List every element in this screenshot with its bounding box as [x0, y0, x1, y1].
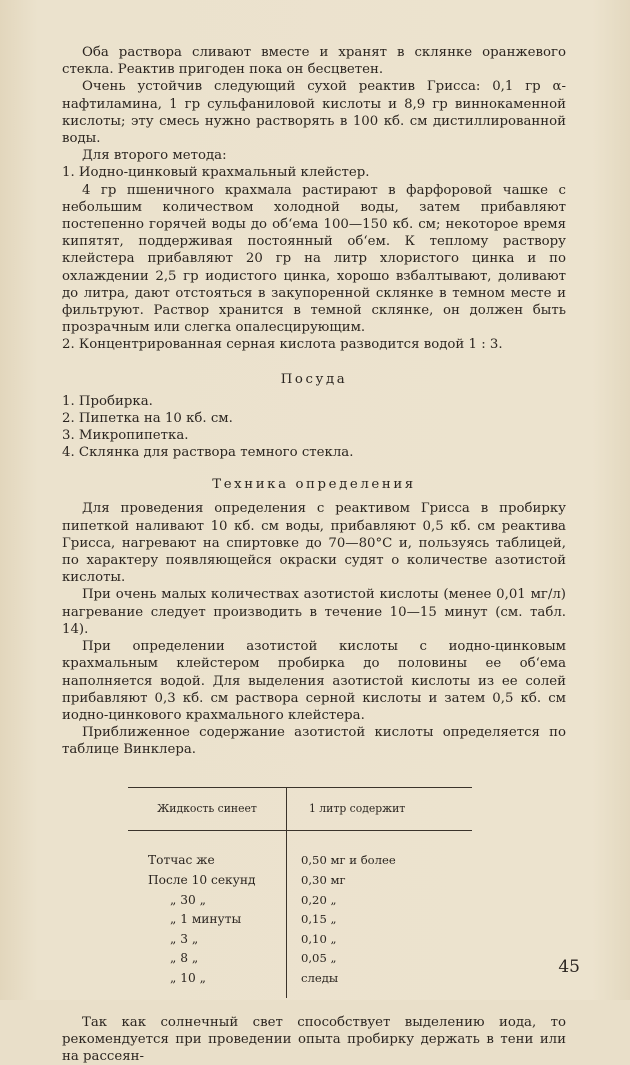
paragraph: При очень малых количествах азотистой кислоты (менее 0,01 мг/л) нагревание следует производить в течение 10—15 минут (см. табл. 14). — [62, 587, 566, 637]
paragraph: 2. Концентрированная серная кислота разводится водой 1 : 3. — [62, 337, 503, 353]
table-row — [128, 870, 472, 890]
table-cell: „ 3 „ — [128, 929, 287, 949]
table-header-row — [128, 787, 472, 830]
page-number: 45 — [558, 957, 580, 977]
list-item: 1. Пробирка. — [62, 393, 153, 409]
table-cell: 0,05 „ — [301, 951, 337, 966]
table-cell: 0,30 мг — [301, 872, 346, 887]
paragraph: 1. Иодно-цинковый крахмальный клейстер. — [62, 165, 370, 181]
text-block-mid — [62, 500, 566, 758]
section-heading-technique: Техника определения — [212, 477, 416, 493]
table-cell: „ 10 „ — [128, 968, 287, 998]
equipment-list — [62, 393, 566, 462]
paragraph: Оба раствора сливают вместе и хранят в склянке оранжевого стекла. Реактив пригоден пока он бесцветен. — [62, 45, 566, 78]
table-cell: „ 1 минуты — [128, 909, 287, 929]
section-heading-posuda: Посуда — [280, 371, 348, 387]
table-cell: После 10 секунд — [128, 870, 287, 890]
paragraph: Для проведения определения с реактивом Грисса в пробирку пипеткой наливают 10 кб. см воды, прибавляют 0,5 кб. см реактива Грисса, нагревают на спиртовке до 70—80°C и, пользуясь таблицей, по характеру появляющейся окраски судят о количестве азотистой кислоты. — [62, 501, 566, 586]
table-row — [128, 909, 472, 929]
table-cell: 0,50 мг и более — [301, 853, 396, 868]
list-item: 3. Микропипетка. — [62, 428, 189, 444]
table-header-cell: Жидкость синеет — [128, 787, 287, 830]
table-cell: Тотчас же — [128, 830, 287, 870]
paragraph: Очень устойчив следующий сухой реактив Грисса: 0,1 гр α-нафтиламина, 1 гр сульфаниловой кислоты и 8,9 гр виннокаменной кислоты; эту смесь нужно растворять в 100 кб. см дистиллированной воды. — [62, 79, 566, 147]
table-cell: „ 30 „ — [128, 890, 287, 910]
table-cell: следы — [301, 970, 339, 985]
table-cell: 0,20 „ — [301, 892, 337, 907]
table-row — [128, 968, 472, 998]
table-cell: 0,10 „ — [301, 931, 337, 946]
winkler-table — [128, 787, 472, 998]
paragraph: Для второго метода: — [62, 148, 227, 164]
table-cell: „ 8 „ — [128, 948, 287, 968]
paragraph: 4 гр пшеничного крахмала растирают в фарфоровой чашке с небольшим количеством холодной воды, затем прибавляют постепенно горячей воды до об‘ема 100—150 кб. см; некоторое время кипятят, поддерживая постоянный об‘ем. К теплому раствору клейстера прибавляют 20 гр на литр хлористого цинка и по охлаждении 2,5 гр иодистого цинка, хорошо взбалтывают, доливают до литра, дают отстояться в закупоренной склянке в темном месте и фильтруют. Раствор хранится в темной склянке, он должен быть прозрачным или слегка опалесцирующим. — [62, 182, 566, 336]
text-block-top — [62, 44, 566, 354]
paragraph: Так как солнечный свет способствует выделению иода, то рекомендуется при проведении опыта пробирку держать в тени или на рассеян- — [62, 1014, 566, 1065]
list-item: 2. Пипетка на 10 кб. см. — [62, 410, 233, 426]
list-item: 4. Склянка для раствора темного стекла. — [62, 445, 354, 461]
table-row — [128, 929, 472, 949]
table-row — [128, 830, 472, 870]
paragraph: При определении азотистой кислоты с иодно-цинковым крахмальным клейстером пробирка до половины ее об‘ема наполняется водой. Для выделения азотистой кислоты из ее солей прибавляют 0,3 кб. см раствора серной кислоты и затем 0,5 кб. см иодно-цинкового крахмального клейстера. — [62, 639, 566, 723]
table-row — [128, 948, 472, 968]
table-cell: 0,15 „ — [301, 912, 337, 927]
table-header-cell: 1 литр содержит — [287, 787, 473, 830]
table-row — [128, 890, 472, 910]
paragraph: Приближенное содержание азотистой кислоты определяется по таблице Винклера. — [62, 725, 566, 758]
